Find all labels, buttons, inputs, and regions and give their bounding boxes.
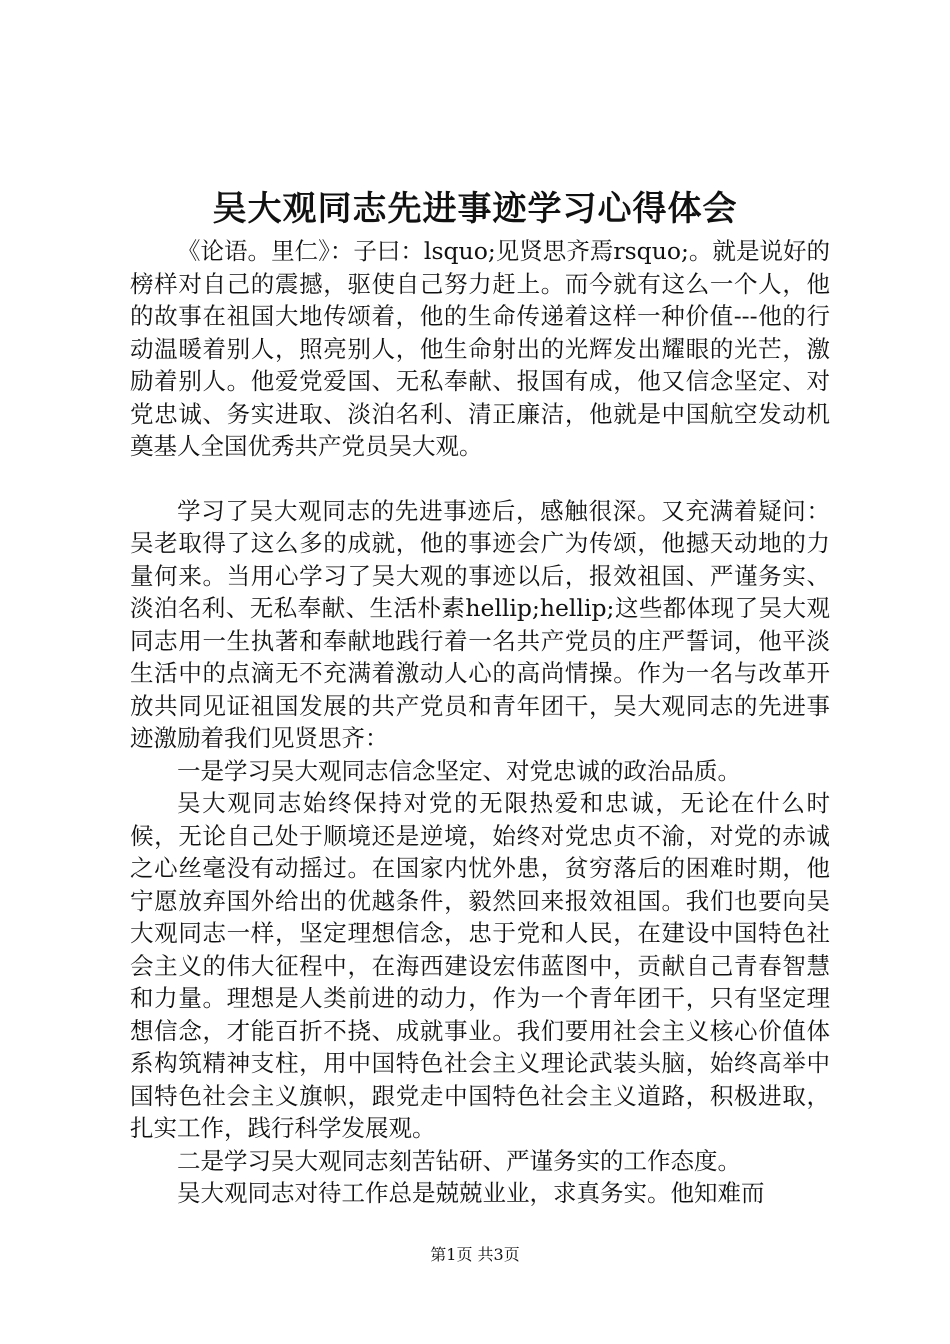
section-heading-1: 一是学习吴大观同志信念坚定、对党忠诚的政治品质。 <box>177 756 741 785</box>
document-title: 吴大观同志先进事迹学习心得体会 <box>212 189 738 229</box>
page-number-footer: 第1页 共3页 <box>430 1245 520 1264</box>
document-body <box>130 235 830 1210</box>
paragraph-4: 吴大观同志对待工作总是兢兢业业，求真务实。他知难而 <box>177 1179 765 1207</box>
paragraph-2: 学习了吴大观同志的先进事迹后，感触很深。又充满着疑问：吴老取得了这么多的成就，他的事迹会广为传颂，他撼天动地的力量何来。当用心学习了吴大观的事迹以后，报效祖国、严谨务实、淡泊名利、无私奉献、生活朴素hellip;hellip;这些都体现了吴大观同志用一生执著和奉献地践行着一名共产党员的庄严誓词，他平淡生活中的点滴无不充满着激动人心的高尚情操。作为一名与改革开放共同见证祖国发展的共产党员和青年团干，吴大观同志的先进事迹激励着我们见贤思齐： <box>130 496 830 752</box>
section-heading-2: 二是学习吴大观同志刻苦钻研、严谨务实的工作态度。 <box>177 1146 741 1175</box>
paragraph-3: 吴大观同志始终保持对党的无限热爱和忠诚，无论在什么时候，无论自己处于顺境还是逆境，始终对党忠贞不渝，对党的赤诚之心丝毫没有动摇过。在国家内忧外患，贫穷落后的困难时期，他宁愿放弃国外给出的优越条件，毅然回来报效祖国。我们也要向吴大观同志一样，坚定理想信念，忠于党和人民，在建设中国特色社会主义的伟大征程中，在海西建设宏伟蓝图中，贡献自己青春智慧和力量。理想是人类前进的动力，作为一个青年团干，只有坚定理想信念，才能百折不挠、成就事业。我们要用社会主义核心价值体系构筑精神支柱，用中国特色社会主义理论武装头脑，始终高举中国特色社会主义旗帜，跟党走中国特色社会主义道路，积极进取，扎实工作，践行科学发展观。 <box>130 789 830 1142</box>
paragraph-1: 《论语。里仁》：子曰：lsquo;见贤思齐焉rsquo;。就是说好的榜样对自己的震撼，驱使自己努力赶上。而今就有这么一个人，他的故事在祖国大地传颂着，他的生命传递着这样一种价值---他的行动温暖着别人，照亮别人，他生命射出的光辉发出耀眼的光芒，激励着别人。他爱党爱国、无私奉献、报国有成，他又信念坚定、对党忠诚、务实进取、淡泊名利、清正廉洁，他就是中国航空发动机奠基人全国优秀共产党员吴大观。 <box>130 237 830 460</box>
